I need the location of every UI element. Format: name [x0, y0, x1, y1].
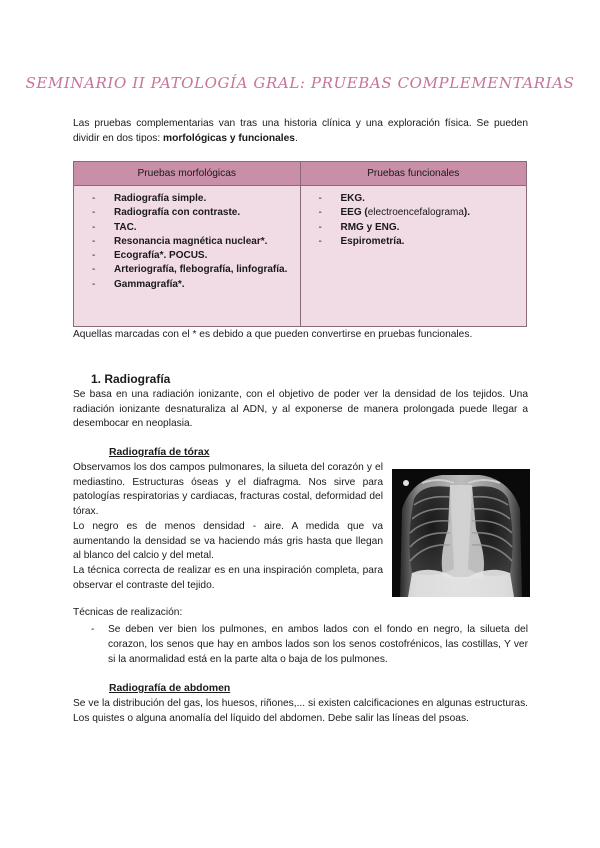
eeg-end: ). — [463, 207, 471, 219]
chest-xray-drawing — [392, 469, 530, 597]
thorax-paragraph-1: Observamos los dos campos pulmonares, la silueta del corazón y el mediastino. Estructuras óseas y el diafragma. Nos sirve para patologías respiratorias y cardiacas, fracturas costal, deformidad del tórax. — [73, 462, 383, 518]
list-item: - RMG y ENG. — [319, 221, 521, 235]
cell-funcionales — [300, 186, 527, 327]
list-item: - Radiografía simple. — [92, 192, 294, 206]
intro-end: . — [294, 132, 298, 144]
thorax-paragraph-3: La técnica correcta de realizar es en una inspiración completa, para observar el contraste del tejido. — [73, 564, 383, 591]
list-item: - Ecografía*. POCUS. — [92, 249, 294, 263]
tests-table — [73, 161, 527, 327]
list-item: - TAC. — [92, 221, 294, 235]
thorax-paragraph-2: Lo negro es de menos densidad - aire. A medida que va aumentando la densidad se va haciendo más gris hasta que llegan al blanco del calcio y del metal. — [73, 520, 383, 562]
chest-xray-image — [392, 469, 530, 597]
intro-text: Las pruebas complementarias van tras una historia clínica y una exploración física. Se pueden dividir en dos tipos: — [73, 118, 528, 144]
footnote: Aquellas marcadas con el * es debido a que pueden convertirse en pruebas funcionales. — [73, 329, 473, 340]
list-item: - EKG. — [319, 192, 521, 206]
list-item: - Espirometría. — [319, 235, 521, 249]
abdomen-heading: Radiografía de abdomen — [109, 683, 231, 694]
techniques-list — [91, 622, 528, 667]
techniques-label: Técnicas de realización: — [73, 607, 183, 618]
cell-morfologicas — [74, 186, 301, 327]
list-item: Se deben ver bien los pulmones, en ambos lados con el fondo en negro, la silueta del corazon, los senos que hay en ambos lados son los senos costofrénicos, las costillas, Y ver si la anormalidad está en la parte alta o baja de los pulmones. — [108, 624, 528, 665]
eeg-expansion: electroencefalograma — [367, 207, 464, 219]
abdomen-paragraph: Se ve la distribución del gas, los huesos, riñones,... si existen calcificaciones en algunas estructuras. Los quistes o alguna anomalía del líquido del abdomen. Debe salir las líneas del psoas. — [73, 698, 528, 724]
funcionales-list — [319, 192, 521, 249]
morfologicas-list — [92, 192, 294, 292]
list-item: - Gammagrafía*. — [92, 278, 294, 292]
header-funcionales: Pruebas funcionales — [300, 162, 527, 186]
document-title: SEMINARIO II PATOLOGÍA GRAL: PRUEBAS COMPLEMENTARIAS — [25, 74, 575, 92]
header-morfologicas: Pruebas morfológicas — [74, 162, 301, 186]
list-item: - Radiografía con contraste. — [92, 206, 294, 220]
list-item: - Arteriografía, flebografía, linfografía. — [92, 263, 294, 277]
section-heading: 1. Radiografía — [91, 372, 171, 386]
list-item: - Resonancia magnética nuclear*. — [92, 235, 294, 249]
thorax-text — [73, 461, 383, 593]
intro-paragraph — [73, 117, 528, 146]
list-item — [319, 206, 521, 220]
eeg-label: EEG ( — [340, 207, 368, 219]
section-paragraph: Se basa en una radiación ionizante, con el objetivo de poder ver la densidad de los tejidos. Una radiación ionizante desnaturaliza al ADN, y al exponerse de manera prolongada puede llegar a desembocar en neoplasia. — [73, 389, 528, 430]
intro-bold: morfológicas y funcionales — [163, 132, 295, 144]
thorax-heading: Radiografía de tórax — [109, 447, 210, 458]
dash-bullet: - — [91, 624, 95, 635]
